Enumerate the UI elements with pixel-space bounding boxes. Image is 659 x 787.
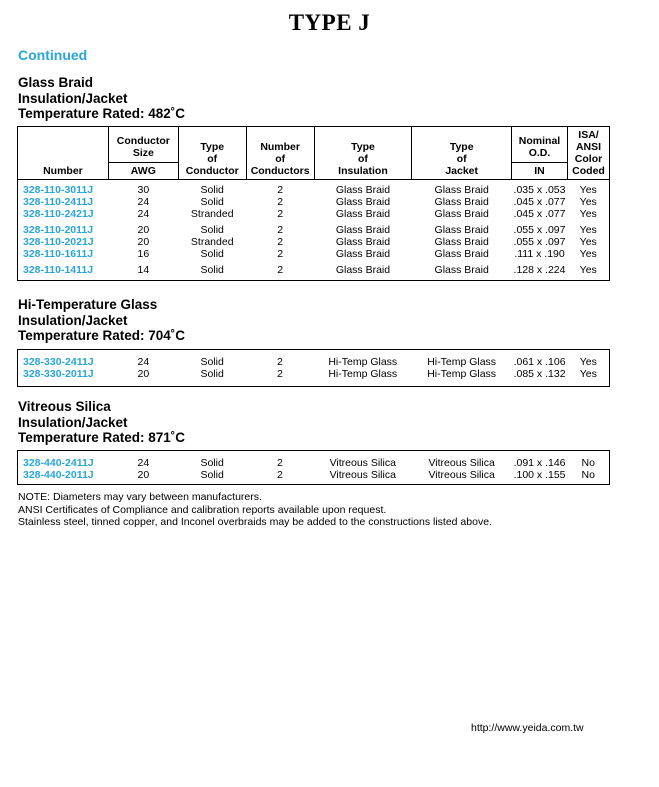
conductor-count: 2 [277, 264, 284, 276]
table-row [18, 469, 610, 481]
col-type-conductor-line1: Type [200, 141, 225, 153]
nominal-od: .045 x .077 [513, 196, 566, 208]
insulation-type: Glass Braid [335, 208, 391, 220]
col-type-insulation-line1: Type [351, 141, 375, 153]
section-title-vitreous-silica [18, 399, 185, 446]
page-title: TYPE J [288, 10, 371, 35]
nominal-od: .085 x .132 [513, 368, 566, 380]
section-title-hi-temp-glass [18, 297, 185, 344]
color-coded: Yes [579, 184, 597, 196]
note-line: Stainless steel, tinned copper, and Inconel overbraids may be added to the constructions listed above. [18, 516, 492, 528]
table-row [18, 236, 610, 248]
table-row [18, 368, 610, 380]
col-num-conductors [246, 127, 314, 180]
continued-label: Continued [18, 47, 88, 63]
color-coded: Yes [579, 236, 597, 248]
part-number: 328-110-2021J [23, 236, 94, 248]
nominal-od: .055 x .097 [513, 224, 566, 236]
section-name: Vitreous Silica [18, 399, 111, 414]
table-row [18, 264, 610, 276]
color-coded: Yes [579, 368, 597, 380]
col-type-insulation-line2: of [358, 153, 368, 165]
color-coded: Yes [579, 356, 597, 368]
col-number: Number [18, 127, 109, 180]
conductor-count: 2 [277, 196, 284, 208]
col-nominal-line1: Nominal [518, 135, 561, 147]
table-row [18, 184, 610, 196]
conductor-count: 2 [277, 224, 284, 236]
jacket-type: Glass Braid [434, 196, 489, 208]
col-type-insulation [314, 127, 412, 180]
jacket-type: Hi-Temp Glass [427, 368, 497, 380]
color-coded: Yes [579, 208, 597, 220]
insulation-type: Vitreous Silica [329, 469, 396, 481]
conductor-count: 2 [277, 184, 284, 196]
jacket-type: Glass Braid [434, 248, 489, 260]
website-url: http://www.yeida.com.tw [471, 722, 584, 734]
col-conductor-size-line1: Conductor [116, 135, 170, 147]
conductor-count: 2 [277, 368, 283, 380]
awg-value: 20 [137, 236, 150, 248]
col-type-jacket-line3: Jacket [445, 165, 479, 177]
col-type-conductor-line2: of [207, 153, 218, 165]
table-row [18, 224, 610, 236]
notes [18, 491, 492, 529]
awg-value: 24 [137, 457, 150, 469]
jacket-type: Glass Braid [434, 184, 489, 196]
conductor-count: 2 [277, 236, 284, 248]
part-number: 328-110-3011J [23, 184, 94, 196]
conductor-type: Solid [200, 184, 224, 196]
awg-value: 24 [137, 356, 150, 368]
col-isa-line4: Coded [572, 165, 605, 177]
col-num-conductors-line2: of [275, 153, 286, 165]
nominal-od: .055 x .097 [513, 236, 566, 248]
insulation-type: Hi-Temp Glass [328, 356, 398, 368]
color-coded: Yes [579, 224, 597, 236]
nominal-od: .111 x .190 [514, 248, 565, 260]
insulation-type: Glass Braid [335, 264, 391, 276]
insulation-type: Hi-Temp Glass [328, 368, 398, 380]
insulation-type: Vitreous Silica [329, 457, 396, 469]
table-header-row [18, 127, 610, 180]
col-num-conductors-line1: Number [260, 141, 300, 153]
awg-value: 30 [137, 184, 150, 196]
note-line: NOTE: Diameters may vary between manufacturers. [18, 491, 262, 503]
col-isa-line2: ANSI [575, 141, 602, 153]
jacket-type: Glass Braid [434, 224, 489, 236]
section-subtitle: Insulation/Jacket [18, 414, 128, 430]
col-nominal-line2: O.D. [528, 147, 551, 159]
conductor-type: Solid [200, 368, 224, 380]
table-row [18, 196, 610, 208]
nominal-od: .061 x .106 [513, 356, 566, 368]
hi-temp-glass-table [17, 349, 610, 387]
col-conductor-size-line2: Size [132, 147, 154, 159]
insulation-type: Glass Braid [335, 236, 391, 248]
col-type-jacket [412, 127, 512, 180]
col-type-jacket-line2: of [456, 153, 467, 165]
color-coded: Yes [579, 196, 597, 208]
jacket-type: Glass Braid [434, 264, 489, 276]
color-coded: No [581, 457, 595, 469]
col-type-conductor [178, 127, 246, 180]
col-type-insulation-line3: Insulation [338, 165, 388, 177]
nominal-od: .091 x .146 [513, 457, 566, 469]
conductor-type: Solid [200, 356, 224, 368]
jacket-type: Hi-Temp Glass [427, 356, 497, 368]
conductor-type: Stranded [190, 236, 234, 248]
color-coded: Yes [579, 248, 597, 260]
table-row [18, 208, 610, 220]
insulation-type: Glass Braid [335, 184, 391, 196]
section-name: Glass Braid [18, 75, 94, 90]
part-number: 328-110-1411J [23, 264, 94, 276]
awg-value: 20 [137, 469, 150, 481]
part-number: 328-330-2411J [23, 356, 94, 368]
part-number: 328-110-2011J [23, 224, 94, 236]
color-coded: No [581, 469, 595, 481]
nominal-od: .100 x .155 [513, 469, 566, 481]
conductor-count: 2 [277, 457, 283, 469]
section-name: Hi-Temperature Glass [18, 297, 158, 312]
awg-value: 20 [137, 368, 150, 380]
table-row [18, 356, 610, 368]
conductor-type: Solid [200, 224, 224, 236]
col-isa-line3: Color [574, 153, 603, 165]
col-type-conductor-line3: Conductor [185, 165, 239, 177]
part-number: 328-110-2421J [23, 208, 94, 220]
table-row [18, 457, 610, 469]
part-number: 328-110-1611J [23, 248, 94, 260]
awg-value: 20 [137, 224, 150, 236]
section-title-glass-braid [18, 75, 185, 122]
part-number: 328-440-2411J [23, 457, 94, 469]
table-row [18, 248, 610, 260]
conductor-count: 2 [277, 208, 284, 220]
nominal-od: .128 x .224 [513, 264, 566, 276]
nominal-od: .035 x .053 [513, 184, 566, 196]
col-nominal-unit: IN [512, 162, 567, 177]
jacket-type: Glass Braid [434, 208, 489, 220]
section-subtitle: Insulation/Jacket [18, 90, 128, 106]
col-isa-line1: ISA/ [578, 129, 599, 141]
awg-value: 16 [137, 248, 150, 260]
nominal-od: .045 x .077 [513, 208, 566, 220]
conductor-count: 2 [277, 248, 284, 260]
part-number: 328-110-2411J [23, 196, 94, 208]
awg-value: 24 [137, 196, 150, 208]
conductor-type: Solid [200, 469, 224, 481]
col-num-conductors-line3: Conductors [250, 165, 310, 177]
color-coded: Yes [579, 264, 597, 276]
jacket-type: Glass Braid [434, 236, 489, 248]
conductor-type: Stranded [190, 208, 234, 220]
insulation-type: Glass Braid [335, 224, 391, 236]
conductor-type: Solid [200, 264, 224, 276]
jacket-type: Vitreous Silica [428, 457, 495, 469]
temperature-rating: Temperature Rated: 871˚C [18, 430, 186, 445]
col-conductor-size [108, 127, 178, 180]
note-line: ANSI Certificates of Compliance and calibration reports available upon request. [18, 503, 387, 516]
section-subtitle: Insulation/Jacket [18, 312, 128, 328]
glass-braid-table [17, 126, 610, 281]
part-number: 328-440-2011J [23, 469, 94, 481]
insulation-type: Glass Braid [335, 248, 391, 260]
conductor-type: Solid [200, 248, 224, 260]
conductor-count: 2 [277, 356, 283, 368]
temperature-rating: Temperature Rated: 704˚C [18, 328, 186, 343]
temperature-rating: Temperature Rated: 482˚C [18, 106, 186, 121]
part-number: 328-330-2011J [23, 368, 94, 380]
conductor-count: 2 [277, 469, 283, 481]
col-color-coded [568, 127, 610, 180]
insulation-type: Glass Braid [335, 196, 391, 208]
conductor-type: Solid [200, 457, 224, 469]
col-awg: AWG [109, 162, 178, 177]
awg-value: 24 [137, 208, 150, 220]
col-type-jacket-line1: Type [449, 141, 474, 153]
conductor-type: Solid [200, 196, 224, 208]
col-nominal-od [512, 127, 568, 180]
awg-value: 14 [137, 264, 150, 276]
vitreous-silica-table [17, 450, 610, 485]
jacket-type: Vitreous Silica [428, 469, 495, 481]
